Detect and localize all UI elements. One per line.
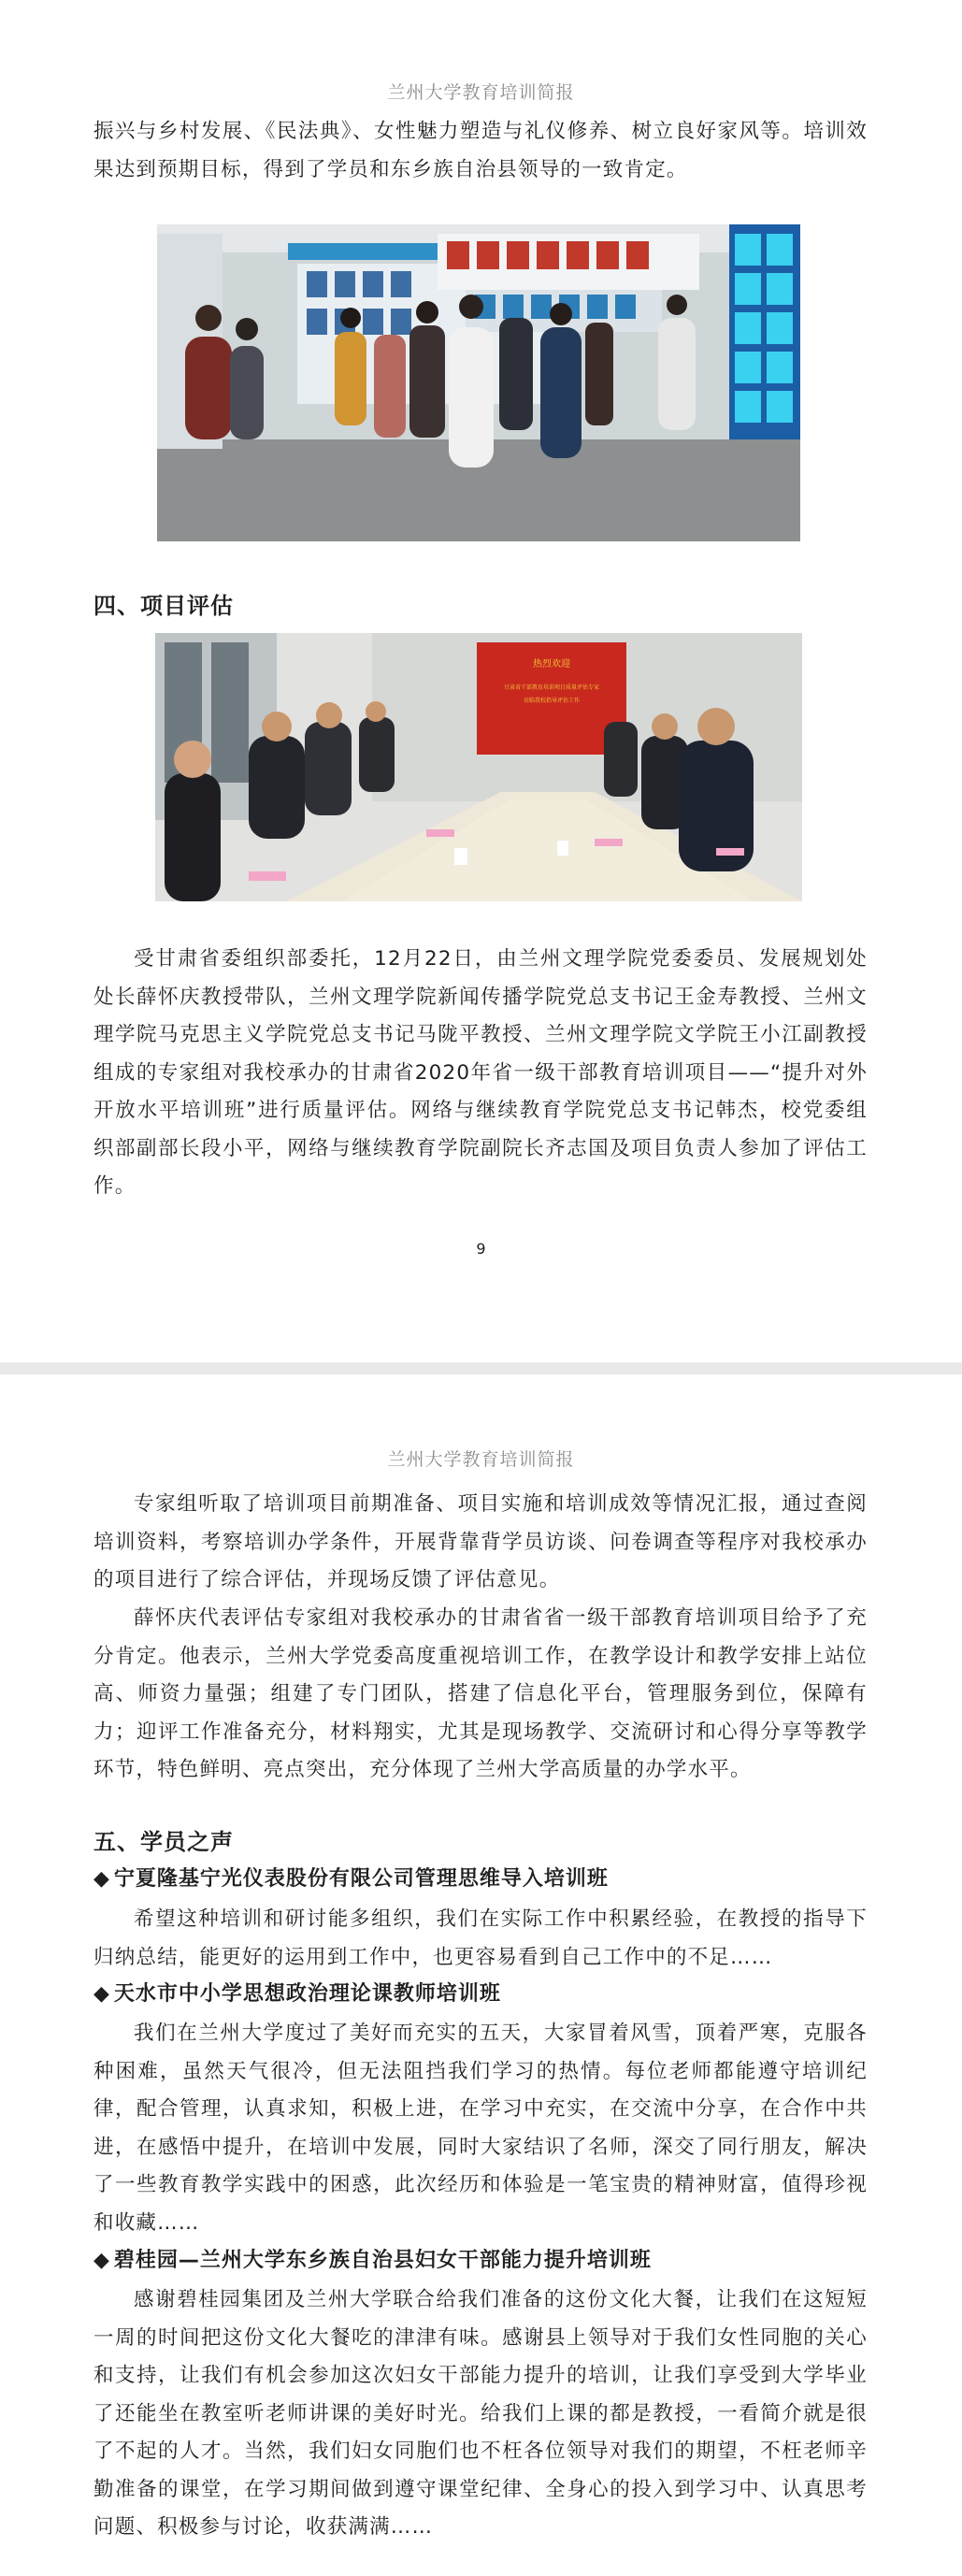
section4-heading: 四、项目评估 <box>93 593 234 619</box>
evaluation-paragraph: 受甘肃省委组织部委托，12月22日，由兰州文理学院党委委员、发展规划处处长薛怀庆教授带队，兰州文理学院新闻传播学院党总支书记王金寿教授、兰州文理学院马克思主义学院党总支书记马陇平教授、兰州文理学院文学院王小江副教授组成的专家组对我校承办的甘肃省2020年省一级干部教育培训项目——“提升对外开放水平培训班”进行质量评估。网络与继续教育学院党总支书记韩杰，校党委组织部副部长段小平，网络与继续教育学院副院长齐志国及项目负责人参加了评估工作。 <box>93 947 868 1198</box>
screen-line-1: 甘肃省干部教育培训项目质量评估专家 <box>503 684 600 691</box>
section5-heading: 五、学员之声 <box>93 1829 234 1855</box>
intro-paragraph: 振兴与乡村发展、《民法典》、女性魅力塑造与礼仪修养、树立良好家风等。培训效果达到预期目标，得到了学员和东乡族自治县领导的一致肯定。 <box>93 120 868 181</box>
testimonial-title-1-text: 宁夏隆基宁光仪表股份有限公司管理思维导入培训班 <box>113 1867 609 1891</box>
review-paragraph: 专家组听取了培训项目前期准备、项目实施和培训成效等情况汇报，通过查阅培训资料，考察培训办学条件，开展背靠背学员访谈、问卷调查等程序对我校承办的项目进行了综合评估，并现场反馈了评估意见。 <box>93 1492 868 1591</box>
bullet-diamond: ◆ <box>93 1867 110 1891</box>
testimonial-text-3: 感谢碧桂园集团及兰州大学联合给我们准备的这份文化大餐，让我们在这短短一周的时间把这份文化大餐吃的津津有味。感谢县上领导对于我们女性同胞的关心和支持，让我们有机会参加这次妇女干部能力提升的培训，让我们享受到大学毕业了还能坐在教室听老师讲课的美好时光。给我们上课的都是教授，一看简介就是很了不起的人才。当然，我们妇女同胞们也不枉各位领导对我们的期望，不枉老师辛勤准备的课堂，在学习期间做到遵守课堂纪律、全身心的投入到学习中、认真思考问题、积极参与讨论，收获满满…… <box>93 2288 868 2539</box>
bullet-diamond: ◆ <box>93 2249 110 2272</box>
testimonial-title-3 <box>93 2244 652 2273</box>
page-number: 9 <box>476 1240 486 1258</box>
testimonial-title-2 <box>93 1978 501 2007</box>
screen-line-2: 莅临我校指导评估工作 <box>523 698 581 704</box>
document-page-10 <box>0 1374 962 2576</box>
feedback-paragraph: 薛怀庆代表评估专家组对我校承办的甘肃省省一级干部教育培训项目给予了充分肯定。他表示，兰州大学党委高度重视培训工作，在教学设计和教学安排上站位高、师资力量强；组建了专门团队，搭建了信息化平台，管理服务到位，保障有力；迎评工作准备充分，材料翔实，尤其是现场教学、交流研讨和心得分享等教学环节，特色鲜明、亮点突出，充分体现了兰州大学高质量的办学水平。 <box>93 1606 868 1781</box>
evaluation-meeting-photo <box>155 633 802 901</box>
screen-title: 热烈欢迎 <box>533 659 570 669</box>
page-header: 兰州大学教育培训简报 <box>387 82 575 103</box>
testimonial-text-1: 希望这种培训和研讨能多组织，我们在实际工作中积累经验，在教授的指导下归纳总结，能更好的运用到工作中，也更容易看到自己工作中的不足…… <box>93 1907 868 1969</box>
testimonial-title-3-text: 碧桂园—兰州大学东乡族自治县妇女干部能力提升培训班 <box>113 2249 652 2272</box>
testimonial-text-2: 我们在兰州大学度过了美好而充实的五天，大家冒着风雪，顶着严寒，克服各种困难，虽然天气很冷，但无法阻挡我们学习的热情。每位老师都能遵守培训纪律，配合管理，认真求知，积极上进，在学习中充实，在交流中分享，在合作中共进，在感悟中提升，在培训中发展，同时大家结识了名师，深交了同行朋友，解决了一些教育教学实践中的困惑，此次经历和体验是一笔宝贵的精神财富，值得珍视和收藏…… <box>93 2022 868 2235</box>
testimonial-title-1 <box>93 1863 609 1892</box>
exhibition-visit-photo <box>157 224 800 541</box>
page-header: 兰州大学教育培训简报 <box>387 1449 575 1470</box>
bullet-diamond: ◆ <box>93 1982 110 2006</box>
testimonial-title-2-text: 天水市中小学思想政治理论课教师培训班 <box>113 1982 501 2006</box>
